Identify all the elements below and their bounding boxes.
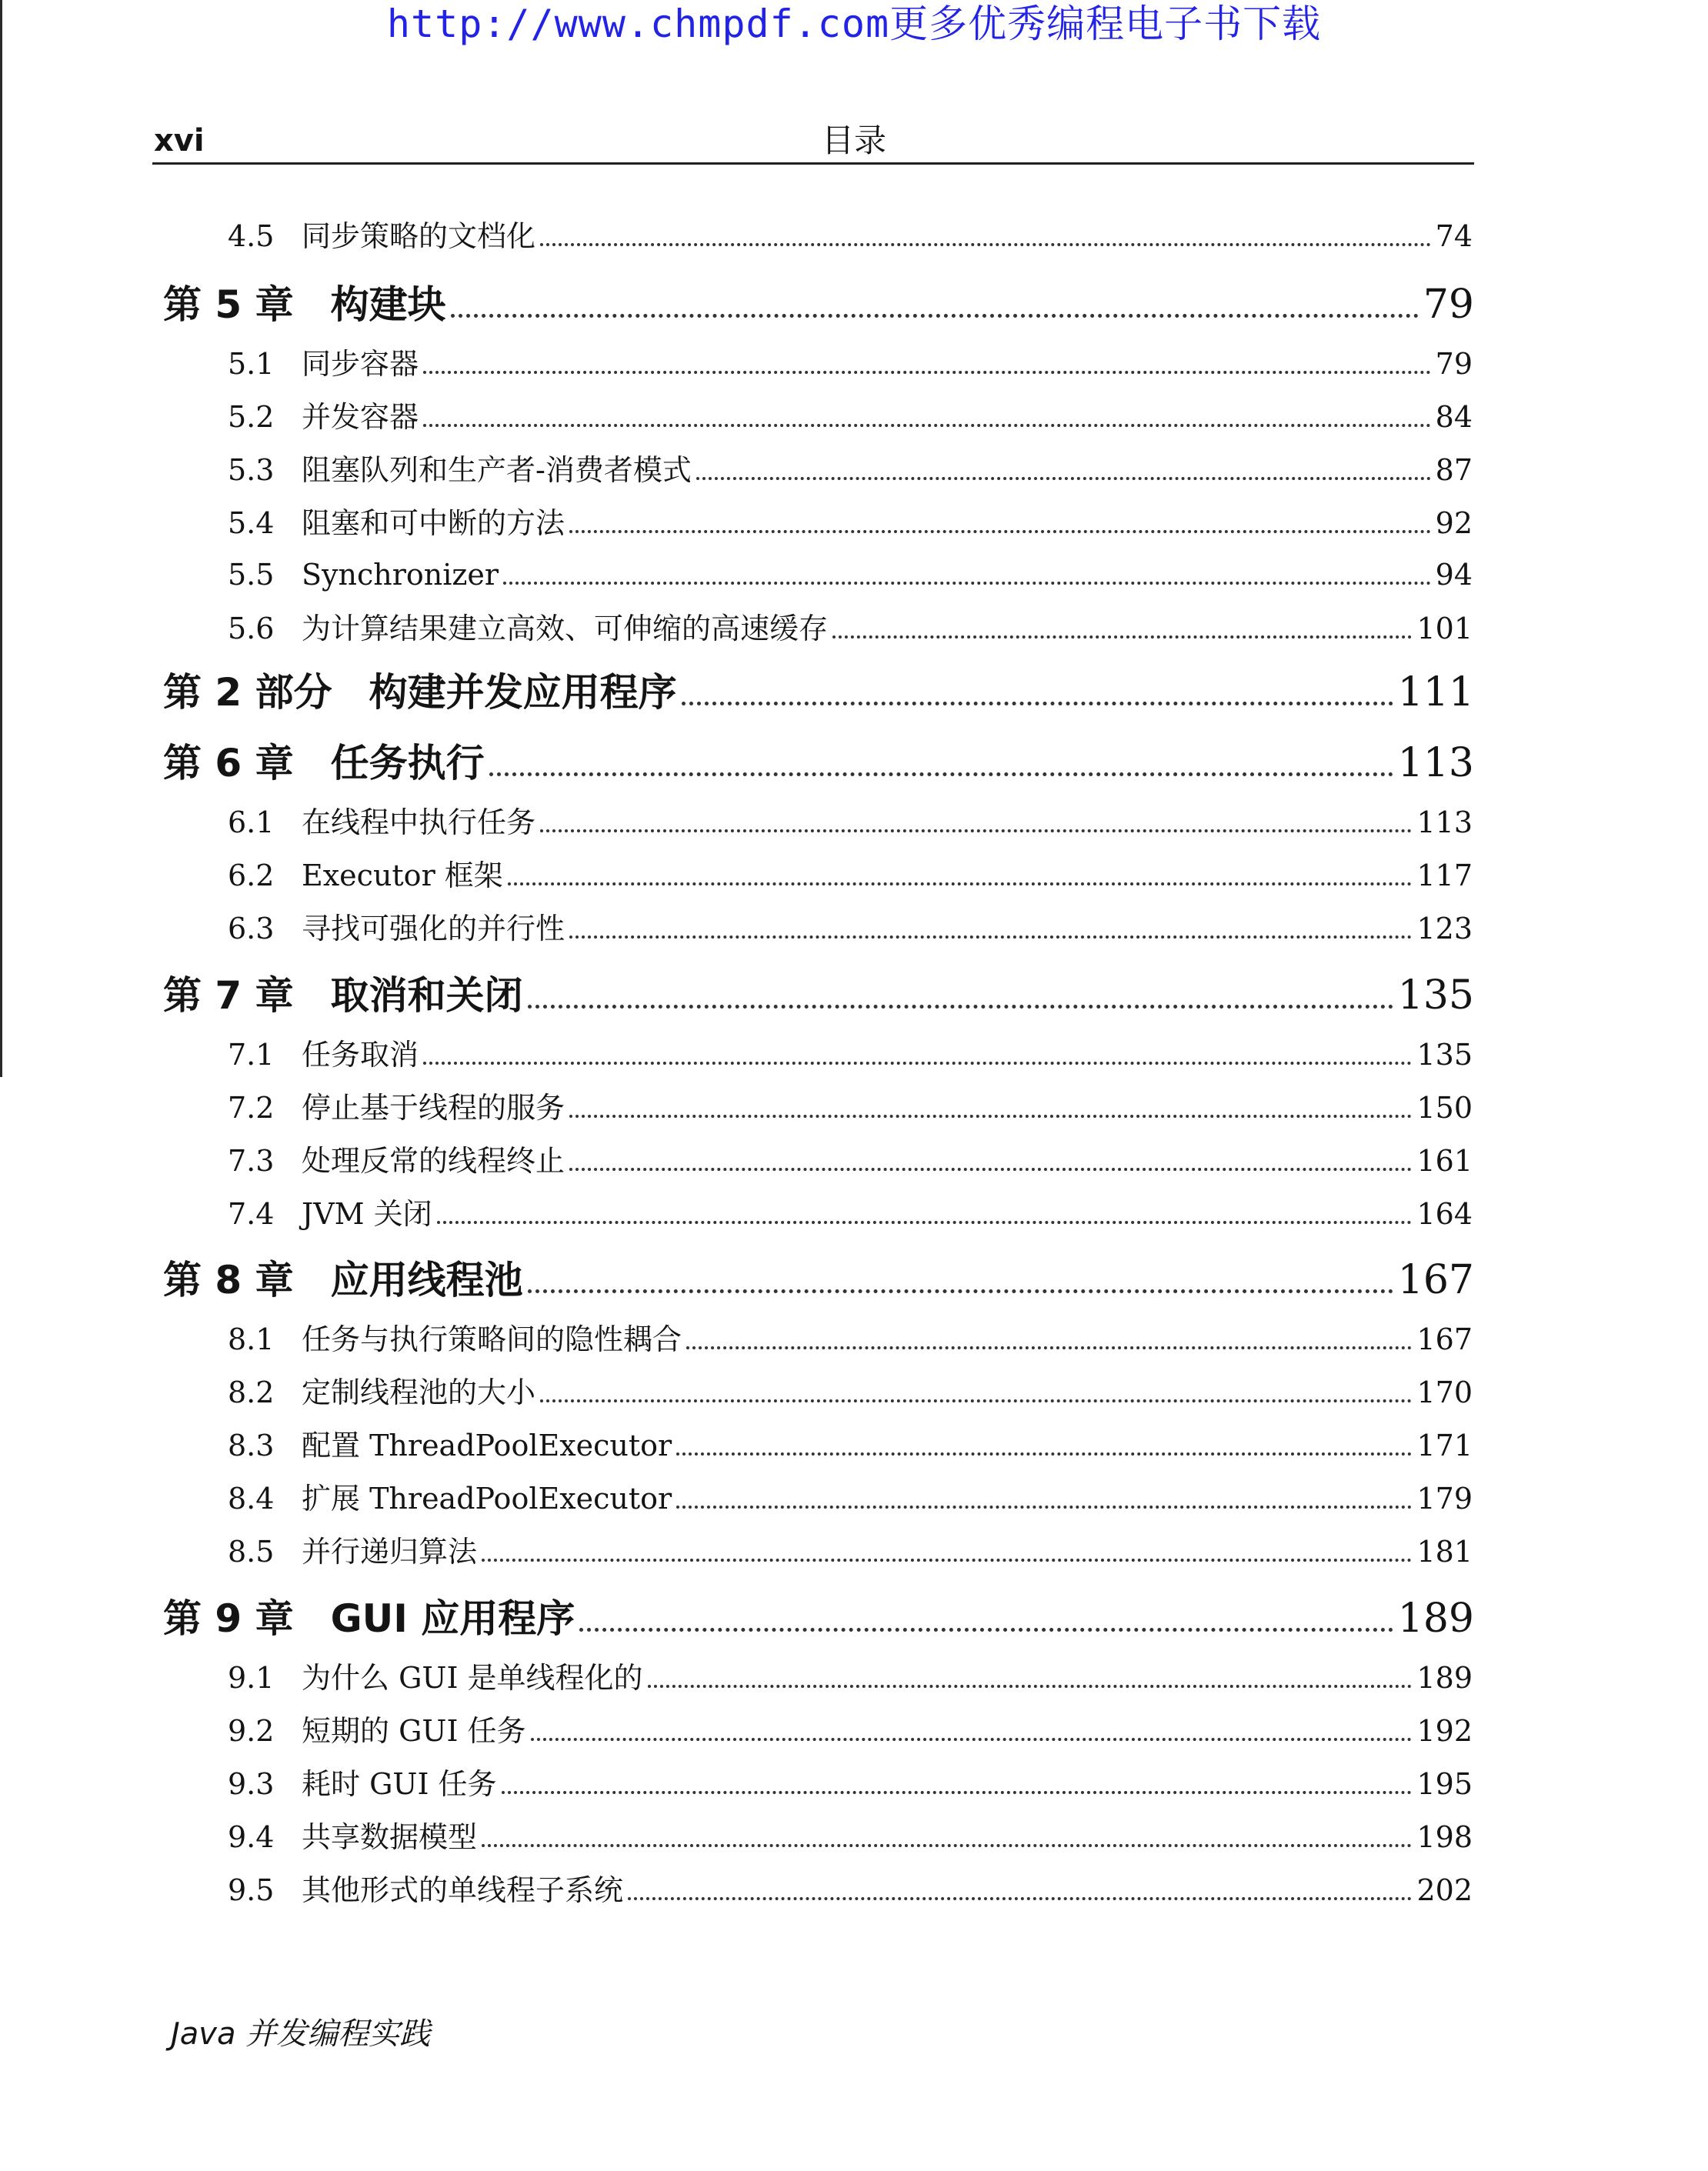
section-title: 阻塞和可中断的方法 xyxy=(302,506,565,540)
page-ref: 123 xyxy=(1416,912,1473,945)
toc-chapter[interactable] xyxy=(163,1249,1474,1305)
dot-leader xyxy=(648,1656,1413,1688)
section-title: 寻找可强化的并行性 xyxy=(302,912,565,945)
section-number: 5.4 xyxy=(228,506,275,540)
toc-chapter[interactable] xyxy=(163,965,1474,1020)
dot-leader xyxy=(528,966,1393,1009)
section-number: 9.1 xyxy=(228,1661,275,1695)
chapter-title: 构建块 xyxy=(330,282,446,327)
chapter-title: 任务执行 xyxy=(330,741,485,785)
part-number: 第 2 部分 xyxy=(163,670,332,715)
toc-section[interactable] xyxy=(228,446,1473,489)
chapter-title: GUI 应用程序 xyxy=(330,1596,575,1641)
part-title: 构建并发应用程序 xyxy=(369,670,677,715)
dot-leader xyxy=(423,1032,1412,1065)
page-ref: 181 xyxy=(1416,1535,1473,1569)
section-title: 扩展 ThreadPoolExecutor xyxy=(302,1482,672,1516)
page-ref: 92 xyxy=(1435,506,1473,540)
chapter-title: 应用线程池 xyxy=(330,1258,523,1302)
section-number: 9.2 xyxy=(228,1714,275,1748)
section-number: 5.5 xyxy=(228,558,275,592)
page-ref: 101 xyxy=(1416,612,1473,645)
dot-leader xyxy=(540,214,1431,246)
section-title: 同步策略的文档化 xyxy=(302,219,536,253)
toc-section[interactable] xyxy=(228,799,1473,841)
dot-leader xyxy=(489,734,1393,776)
section-title: 并发容器 xyxy=(302,400,419,434)
section-title: 处理反常的线程终止 xyxy=(302,1144,565,1178)
section-number: 9.3 xyxy=(228,1767,275,1801)
page-ref: 189 xyxy=(1397,1596,1474,1642)
toc-chapter[interactable] xyxy=(163,1588,1474,1643)
page-ref: 161 xyxy=(1416,1144,1473,1178)
section-title: 阻塞队列和生产者-消费者模式 xyxy=(302,453,692,487)
dot-leader xyxy=(676,1476,1412,1509)
toc-chapter[interactable] xyxy=(163,274,1474,329)
section-number: 7.1 xyxy=(228,1038,275,1072)
toc-section[interactable] xyxy=(228,1190,1473,1232)
book-title-footer: Java 并发编程实践 xyxy=(171,2016,431,2052)
section-title: 并行递归算法 xyxy=(302,1535,478,1569)
page-ref: 117 xyxy=(1416,859,1473,892)
section-number: 7.2 xyxy=(228,1091,275,1125)
dot-leader xyxy=(569,906,1412,939)
chapter-number: 第 5 章 xyxy=(163,282,294,327)
page-ref: 94 xyxy=(1435,558,1473,592)
page-ref: 179 xyxy=(1416,1482,1473,1516)
section-title: 其他形式的单线程子系统 xyxy=(302,1873,624,1907)
dot-leader xyxy=(423,395,1431,427)
section-number: 7.3 xyxy=(228,1144,275,1178)
section-number: 5.3 xyxy=(228,453,275,487)
toc-section[interactable] xyxy=(228,1422,1473,1464)
toc-section[interactable] xyxy=(228,1760,1473,1802)
dot-leader xyxy=(540,1370,1412,1402)
section-number: 8.5 xyxy=(228,1535,275,1569)
page-title: 目录 xyxy=(821,122,886,159)
chapter-number: 第 8 章 xyxy=(163,1258,294,1302)
toc-section[interactable] xyxy=(228,1316,1473,1358)
section-number: 8.3 xyxy=(228,1429,275,1462)
page-ref: 195 xyxy=(1416,1767,1473,1801)
section-number: 4.5 xyxy=(228,219,275,253)
toc-section[interactable] xyxy=(228,340,1473,382)
toc-section[interactable] xyxy=(228,1813,1473,1856)
section-number: 5.6 xyxy=(228,612,275,645)
section-number: 7.4 xyxy=(228,1197,275,1231)
chapter-title: 取消和关闭 xyxy=(330,973,523,1018)
dot-leader xyxy=(503,552,1431,585)
dot-leader xyxy=(423,342,1431,374)
toc-section[interactable] xyxy=(228,1084,1473,1126)
toc-section[interactable] xyxy=(228,1137,1473,1179)
toc-section[interactable] xyxy=(228,1528,1473,1570)
page-ref: 111 xyxy=(1397,669,1474,715)
section-title: 为什么 GUI 是单线程化的 xyxy=(302,1661,643,1695)
page-ref: 79 xyxy=(1435,347,1473,381)
dot-leader xyxy=(437,1192,1413,1224)
section-number: 9.5 xyxy=(228,1873,275,1907)
section-number: 8.1 xyxy=(228,1322,275,1356)
toc-section[interactable] xyxy=(228,1031,1473,1073)
dot-leader xyxy=(531,1709,1413,1741)
section-title: 任务与执行策略间的隐性耦合 xyxy=(302,1322,682,1356)
chapter-number: 第 6 章 xyxy=(163,741,294,785)
page-number: xvi xyxy=(154,123,205,158)
page-ref: 170 xyxy=(1416,1376,1473,1409)
page-ref: 135 xyxy=(1397,972,1474,1019)
dot-leader xyxy=(569,1139,1412,1171)
section-number: 9.4 xyxy=(228,1820,275,1854)
page-ref: 202 xyxy=(1416,1873,1473,1907)
dot-leader xyxy=(628,1868,1412,1900)
toc-section[interactable] xyxy=(228,1369,1473,1411)
toc-part[interactable] xyxy=(163,662,1474,717)
section-title: Synchronizer xyxy=(302,558,499,592)
page-ref: 135 xyxy=(1416,1038,1473,1072)
page-ref: 192 xyxy=(1416,1714,1473,1748)
dot-leader xyxy=(569,1086,1412,1118)
dot-leader xyxy=(676,1423,1412,1456)
dot-leader xyxy=(832,606,1412,639)
dot-leader xyxy=(579,1589,1393,1632)
section-title: 短期的 GUI 任务 xyxy=(302,1714,526,1748)
dot-leader xyxy=(686,1317,1412,1349)
dot-leader xyxy=(502,1762,1413,1794)
dot-leader xyxy=(540,800,1412,832)
page-ref: 189 xyxy=(1416,1661,1473,1695)
section-number: 5.2 xyxy=(228,400,275,434)
section-number: 8.4 xyxy=(228,1482,275,1516)
section-title: 配置 ThreadPoolExecutor xyxy=(302,1429,672,1462)
dot-leader xyxy=(569,501,1431,533)
section-title: 为计算结果建立高效、可伸缩的高速缓存 xyxy=(302,612,829,645)
page-ref: 113 xyxy=(1397,740,1474,786)
toc-section[interactable] xyxy=(228,1475,1473,1517)
toc-section[interactable] xyxy=(228,1866,1473,1909)
section-number: 6.2 xyxy=(228,859,275,892)
page-ref: 171 xyxy=(1416,1429,1473,1462)
dot-leader xyxy=(682,663,1393,705)
section-title: 共享数据模型 xyxy=(302,1820,478,1854)
section-number: 6.3 xyxy=(228,912,275,945)
toc-chapter[interactable] xyxy=(163,732,1474,788)
section-number: 8.2 xyxy=(228,1376,275,1409)
toc-section[interactable] xyxy=(228,393,1473,435)
page-ref: 167 xyxy=(1416,1322,1473,1356)
dot-leader xyxy=(482,1529,1412,1562)
page-ref: 113 xyxy=(1416,805,1473,839)
section-title: 同步容器 xyxy=(302,347,419,381)
section-title: Executor 框架 xyxy=(302,859,503,892)
chapter-number: 第 7 章 xyxy=(163,973,294,1018)
toc-section[interactable] xyxy=(228,905,1473,947)
dot-leader xyxy=(528,1251,1393,1293)
dot-leader xyxy=(508,853,1413,885)
section-title: 停止基于线程的服务 xyxy=(302,1091,565,1125)
page-ref: 150 xyxy=(1416,1091,1473,1125)
section-title: JVM 关闭 xyxy=(302,1197,432,1231)
page-ref: 84 xyxy=(1435,400,1473,434)
dot-leader xyxy=(696,448,1431,480)
section-title: 在线程中执行任务 xyxy=(302,805,536,839)
section-title: 耗时 GUI 任务 xyxy=(302,1767,497,1801)
page-ref: 79 xyxy=(1423,282,1474,328)
toc-section[interactable] xyxy=(228,1707,1473,1749)
dot-leader xyxy=(451,275,1419,318)
chapter-number: 第 9 章 xyxy=(163,1596,294,1641)
toc-section[interactable] xyxy=(228,499,1473,542)
dot-leader xyxy=(482,1815,1412,1847)
section-number: 6.1 xyxy=(228,805,275,839)
toc-section[interactable] xyxy=(228,212,1473,255)
page-ref: 167 xyxy=(1397,1257,1474,1303)
section-title: 任务取消 xyxy=(302,1038,419,1072)
download-link[interactable]: http://www.chmpdf.com更多优秀编程电子书下载 xyxy=(386,2,1322,46)
section-title: 定制线程池的大小 xyxy=(302,1376,536,1409)
toc-section[interactable] xyxy=(228,605,1473,647)
toc-section[interactable] xyxy=(228,852,1473,894)
toc-section[interactable] xyxy=(228,1654,1473,1696)
section-number: 5.1 xyxy=(228,347,275,381)
toc-section[interactable] xyxy=(228,552,1473,592)
page-ref: 87 xyxy=(1435,453,1473,487)
page-ref: 164 xyxy=(1416,1197,1473,1231)
page-ref: 74 xyxy=(1435,219,1473,253)
page-ref: 198 xyxy=(1416,1820,1473,1854)
